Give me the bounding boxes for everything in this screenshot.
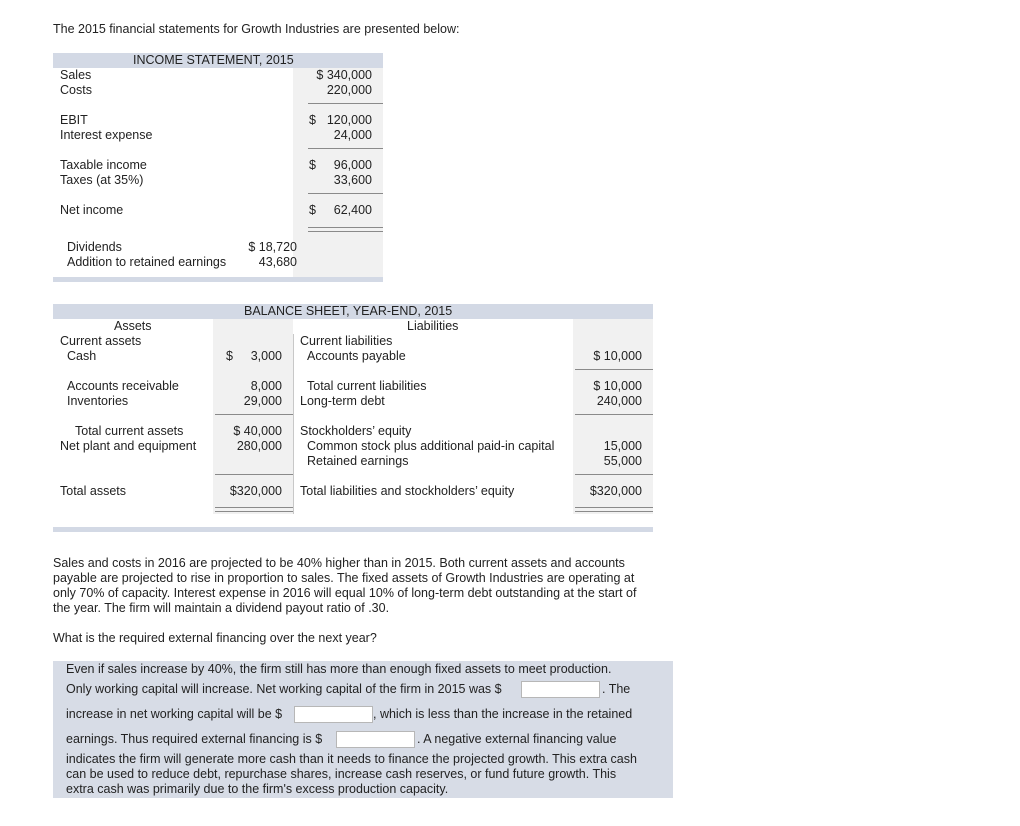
ebit-value: 120,000: [326, 113, 372, 127]
divider: [215, 414, 293, 415]
sales-label: Sales: [60, 68, 92, 82]
income-footer-bar: [53, 277, 383, 282]
divider: [308, 193, 383, 194]
ar-label: Accounts receivable: [67, 379, 179, 393]
answer-line: earnings. Thus required external financing is $: [66, 732, 323, 746]
common-stock-value: 15,000: [603, 439, 642, 453]
inventories-value: 29,000: [243, 394, 282, 408]
net-plant-label: Net plant and equipment: [60, 439, 197, 453]
taxes-label: Taxes (at 35%): [60, 173, 144, 187]
answer-line: indicates the firm will generate more cash than it needs to finance the projected growth. This extra cash: [66, 752, 637, 766]
ar-value: 8,000: [250, 379, 282, 393]
accounts-payable-value: $ 10,000: [593, 349, 642, 363]
efn-input[interactable]: [336, 731, 415, 748]
cash-value: 3,000: [250, 349, 282, 363]
ltd-value: 240,000: [596, 394, 642, 408]
double-divider: [308, 227, 383, 232]
costs-label: Costs: [60, 83, 92, 97]
divider: [308, 148, 383, 149]
income-title: INCOME STATEMENT, 2015: [133, 53, 294, 67]
answer-line: . A negative external financing value: [417, 732, 617, 746]
addition-label: Addition to retained earnings: [67, 255, 227, 269]
inventories-label: Inventories: [67, 394, 129, 408]
total-le-value: $320,000: [589, 484, 642, 498]
interest-label: Interest expense: [60, 128, 153, 142]
retained-earnings-label: Retained earnings: [307, 454, 409, 468]
ebit-label: EBIT: [60, 113, 88, 127]
answer-line: , which is less than the increase in the retained: [373, 707, 633, 721]
problem-line: payable are projected to rise in proportion to sales. The fixed assets of Growth Industries are operating at: [53, 571, 635, 585]
current-liabilities-header: Current liabilities: [300, 334, 393, 348]
problem-line: only 70% of capacity. Interest expense in 2016 will equal 10% of long-term debt outstanding at the start of: [53, 586, 637, 600]
cash-label: Cash: [67, 349, 97, 363]
retained-earnings-value: 55,000: [603, 454, 642, 468]
problem-line: the year. The firm will maintain a dividend payout ratio of .30.: [53, 601, 390, 615]
net-income-value: 62,400: [333, 203, 372, 217]
divider: [575, 414, 653, 415]
nwc-increase-input[interactable]: [294, 706, 373, 723]
liabilities-header: Liabilities: [407, 319, 459, 333]
answer-line: extra cash was primarily due to the firm's excess production capacity.: [66, 782, 449, 796]
taxable-dollar: $: [309, 158, 316, 172]
divider: [575, 369, 653, 370]
total-current-assets-label: Total current assets: [75, 424, 184, 438]
taxable-label: Taxable income: [60, 158, 147, 172]
total-le-label: Total liabilities and stockholders’ equity: [300, 484, 515, 498]
net-plant-value: 280,000: [236, 439, 282, 453]
nwc-input[interactable]: [521, 681, 600, 698]
intro-text: The 2015 financial statements for Growth Industries are presented below:: [53, 22, 460, 36]
ltd-label: Long-term debt: [300, 394, 385, 408]
taxable-value: 96,000: [333, 158, 372, 172]
taxes-value: 33,600: [333, 173, 372, 187]
equity-header: Stockholders’ equity: [300, 424, 412, 438]
common-stock-label: Common stock plus additional paid-in capital: [307, 439, 555, 453]
divider: [308, 103, 383, 104]
total-current-liabilities-value: $ 10,000: [593, 379, 642, 393]
answer-line: . The: [602, 682, 631, 696]
answer-panel: [53, 661, 673, 798]
net-income-label: Net income: [60, 203, 124, 217]
double-divider: [575, 507, 653, 512]
question-text: What is the required external financing over the next year?: [53, 631, 377, 645]
divider: [575, 474, 653, 475]
answer-line: Even if sales increase by 40%, the firm still has more than enough fixed assets to meet production.: [66, 662, 612, 676]
answer-line: can be used to reduce debt, repurchase shares, increase cash reserves, or fund future growth. This: [66, 767, 617, 781]
cash-dollar: $: [226, 349, 233, 363]
balance-title: BALANCE SHEET, YEAR-END, 2015: [244, 304, 453, 318]
total-assets-label: Total assets: [60, 484, 127, 498]
balance-footer-bar: [53, 527, 653, 532]
total-current-liabilities-label: Total current liabilities: [307, 379, 427, 393]
answer-line: increase in net working capital will be $: [66, 707, 283, 721]
divider: [215, 474, 293, 475]
dividends-label: Dividends: [67, 240, 122, 254]
double-divider: [215, 507, 293, 512]
dividends-value: $ 18,720: [248, 240, 297, 254]
total-current-assets-value: $ 40,000: [233, 424, 282, 438]
costs-value: 220,000: [326, 83, 372, 97]
assets-header: Assets: [114, 319, 152, 333]
net-income-dollar: $: [309, 203, 316, 217]
answer-line: Only working capital will increase. Net working capital of the firm in 2015 was $: [66, 682, 502, 696]
ebit-dollar: $: [309, 113, 316, 127]
current-assets-header: Current assets: [60, 334, 142, 348]
problem-paragraph: [53, 556, 636, 616]
column-separator: [293, 334, 294, 514]
total-assets-value: $320,000: [229, 484, 282, 498]
addition-value: 43,680: [258, 255, 297, 269]
sales-value: $ 340,000: [316, 68, 372, 82]
interest-value: 24,000: [333, 128, 372, 142]
problem-line: Sales and costs in 2016 are projected to be 40% higher than in 2015. Both current assets and accounts: [53, 556, 625, 570]
accounts-payable-label: Accounts payable: [307, 349, 406, 363]
